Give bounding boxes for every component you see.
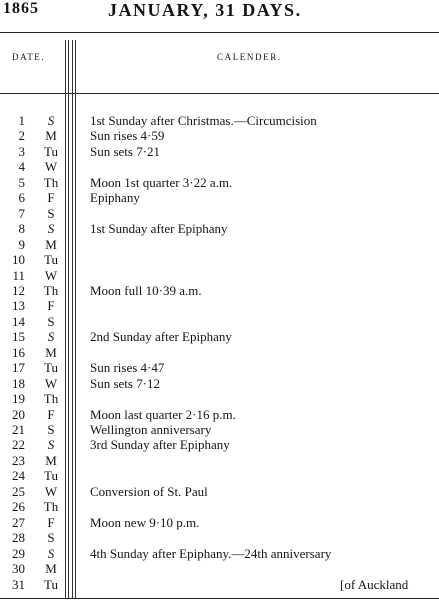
day-row — [0, 453, 439, 469]
day-number: 21 — [12, 422, 25, 437]
calendar-column-header: CALENDER. — [217, 52, 282, 62]
day-number: 18 — [12, 375, 25, 391]
day-row — [0, 376, 439, 392]
day-of-week: S — [47, 422, 55, 437]
day-number: 7 — [18, 205, 25, 221]
day-of-week: M — [45, 561, 57, 577]
day-number: 1 — [18, 113, 25, 128]
day-event: Sun sets 7·21 — [90, 143, 161, 159]
day-row — [0, 437, 439, 453]
day-number: 13 — [12, 298, 25, 314]
day-number: 8 — [18, 221, 25, 237]
day-row — [0, 407, 439, 423]
day-number: 12 — [12, 282, 25, 298]
day-number: 16 — [12, 344, 25, 360]
day-row — [0, 468, 439, 484]
day-row — [0, 175, 439, 191]
day-event: 2nd Sunday after Epiphany — [90, 329, 232, 345]
day-of-week: W — [44, 267, 58, 283]
day-event: Moon new 9·10 p.m. — [90, 514, 200, 530]
day-row — [0, 577, 439, 593]
day-number: 4 — [18, 159, 25, 175]
bottom-rule — [0, 598, 439, 599]
day-number: 22 — [12, 437, 25, 453]
year: 1865 — [3, 0, 39, 17]
day-number: 19 — [12, 391, 25, 407]
day-of-week: Th — [43, 391, 59, 407]
day-number: 31 — [12, 576, 25, 592]
day-number: 6 — [18, 190, 25, 206]
day-event: Conversion of St. Paul — [90, 483, 208, 499]
event-continuation: [of Auckland — [340, 576, 409, 592]
day-number: 5 — [18, 174, 25, 190]
day-number: 24 — [12, 468, 25, 484]
day-row — [0, 252, 439, 268]
day-row — [0, 221, 439, 237]
day-of-week: S — [47, 530, 55, 546]
day-row — [0, 515, 439, 531]
day-of-week: M — [45, 452, 57, 468]
day-number: 27 — [12, 514, 25, 530]
day-of-week: Tu — [44, 576, 58, 592]
day-row — [0, 144, 439, 160]
day-event: 4th Sunday after Epiphany.—24th anniversary — [90, 545, 332, 561]
day-row — [0, 329, 439, 345]
day-row — [0, 530, 439, 546]
day-number: 14 — [12, 313, 25, 329]
day-row — [0, 298, 439, 314]
day-of-week: S — [47, 313, 55, 329]
day-of-week: Tu — [44, 143, 58, 159]
day-event: Moon 1st quarter 3·22 a.m. — [90, 174, 233, 190]
date-column-header: DATE. — [12, 52, 46, 62]
day-event: 3rd Sunday after Epiphany — [90, 437, 230, 453]
day-of-week: S — [47, 437, 55, 453]
day-event: Wellington anniversary — [90, 422, 212, 437]
day-of-week: Tu — [44, 360, 58, 376]
day-event: 1st Sunday after Epiphany — [90, 221, 228, 237]
day-of-week: Tu — [44, 252, 58, 268]
day-number: 3 — [18, 143, 25, 159]
day-row — [0, 345, 439, 361]
day-number: 26 — [12, 499, 25, 515]
day-of-week: M — [45, 344, 57, 360]
day-of-week: F — [47, 406, 55, 422]
day-event: Sun sets 7·12 — [90, 375, 161, 391]
day-of-week: S — [47, 221, 55, 237]
day-of-week: S — [47, 205, 55, 221]
day-of-week: W — [44, 375, 58, 391]
day-row — [0, 159, 439, 175]
page-header — [0, 0, 439, 22]
day-event: Moon full 10·39 a.m. — [90, 282, 202, 298]
day-row — [0, 190, 439, 206]
day-of-week: Th — [43, 499, 59, 515]
day-row — [0, 484, 439, 500]
day-event: Moon last quarter 2·16 p.m. — [90, 406, 236, 422]
day-row — [0, 128, 439, 144]
day-number: 11 — [12, 267, 25, 283]
day-number: 15 — [12, 329, 25, 345]
day-row — [0, 314, 439, 330]
top-rule — [0, 32, 439, 33]
day-number: 20 — [12, 406, 25, 422]
month-title: JANUARY, 31 DAYS. — [108, 0, 302, 20]
day-row — [0, 499, 439, 515]
day-number: 2 — [18, 128, 25, 144]
day-event: Sun rises 4·47 — [90, 360, 165, 376]
day-row — [0, 268, 439, 284]
day-of-week: F — [47, 298, 55, 314]
day-number: 9 — [18, 236, 25, 252]
day-row — [0, 283, 439, 299]
day-row — [0, 206, 439, 222]
day-row — [0, 113, 439, 129]
day-of-week: M — [45, 128, 57, 144]
day-row — [0, 422, 439, 438]
day-number: 28 — [12, 530, 25, 546]
day-row — [0, 391, 439, 407]
day-number: 30 — [12, 561, 25, 577]
day-row — [0, 360, 439, 376]
day-of-week: Th — [43, 282, 59, 298]
day-row — [0, 561, 439, 577]
day-number: 23 — [12, 452, 25, 468]
day-of-week: W — [44, 483, 58, 499]
day-event: Sun rises 4·59 — [90, 128, 165, 144]
day-event: 1st Sunday after Christmas.—Circumcision — [90, 113, 317, 128]
day-number: 25 — [12, 483, 25, 499]
day-number: 29 — [12, 545, 25, 561]
day-of-week: F — [47, 514, 55, 530]
day-of-week: Th — [43, 174, 59, 190]
day-of-week: M — [45, 236, 57, 252]
day-of-week: Tu — [44, 468, 58, 484]
day-of-week: S — [47, 329, 55, 345]
day-of-week: W — [44, 159, 58, 175]
day-number: 10 — [12, 252, 25, 268]
day-number: 17 — [12, 360, 25, 376]
day-row — [0, 546, 439, 562]
day-of-week: F — [47, 190, 55, 206]
day-of-week: S — [47, 545, 55, 561]
day-event: Epiphany — [90, 190, 140, 206]
day-row — [0, 237, 439, 253]
day-of-week: S — [47, 113, 55, 128]
